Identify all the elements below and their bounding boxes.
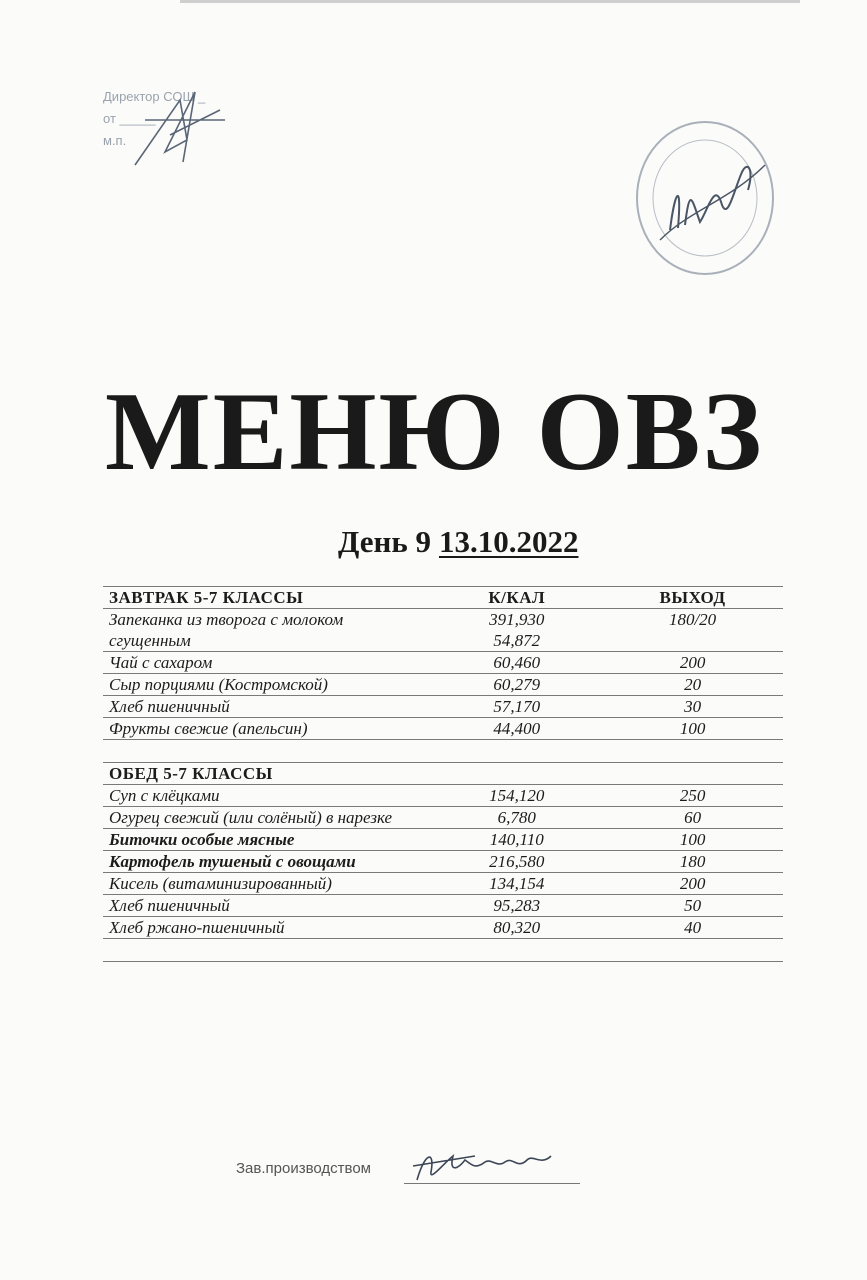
table-row bbox=[103, 609, 783, 652]
dish-name: Хлеб пшеничный bbox=[103, 696, 431, 718]
dish-name: Фрукты свежие (апельсин) bbox=[103, 718, 431, 740]
lunch-header: ОБЕД 5-7 КЛАССЫ bbox=[103, 763, 431, 785]
header-kcal: К/КАЛ bbox=[431, 587, 602, 609]
production-manager-signature bbox=[405, 1142, 575, 1187]
dish-name: Запеканка из творога с молоком сгущенным bbox=[103, 609, 431, 652]
table-row bbox=[103, 674, 783, 696]
table-row bbox=[103, 652, 783, 674]
dish-yield: 200 bbox=[602, 873, 783, 895]
dish-yield: 180/20 bbox=[602, 609, 783, 652]
dish-name: Картофель тушеный с овощами bbox=[103, 851, 431, 873]
dish-kcal: 6,780 bbox=[431, 807, 602, 829]
table-spacer-row bbox=[103, 740, 783, 763]
dish-name: Чай с сахаром bbox=[103, 652, 431, 674]
dish-name: Хлеб ржано-пшеничный bbox=[103, 917, 431, 939]
dish-kcal: 60,460 bbox=[431, 652, 602, 674]
header-yield: ВЫХОД bbox=[602, 587, 783, 609]
table-spacer-row bbox=[103, 939, 783, 962]
menu-date: 13.10.2022 bbox=[438, 524, 579, 559]
dish-yield: 250 bbox=[602, 785, 783, 807]
round-stamp bbox=[630, 110, 780, 280]
dish-kcal: 140,110 bbox=[431, 829, 602, 851]
lunch-header-row bbox=[103, 763, 783, 785]
dish-name: Кисель (витаминизированный) bbox=[103, 873, 431, 895]
dish-yield: 100 bbox=[602, 718, 783, 740]
table-row bbox=[103, 851, 783, 873]
dish-name: Сыр порциями (Костромской) bbox=[103, 674, 431, 696]
dish-kcal: 391,930 54,872 bbox=[431, 609, 602, 652]
dish-kcal: 80,320 bbox=[431, 917, 602, 939]
table-row bbox=[103, 873, 783, 895]
director-signature bbox=[125, 80, 235, 175]
dish-name: Биточки особые мясные bbox=[103, 829, 431, 851]
dish-kcal: 154,120 bbox=[431, 785, 602, 807]
dish-kcal: 95,283 bbox=[431, 895, 602, 917]
approval-line-date: от _____ bbox=[103, 111, 156, 126]
dish-yield: 20 bbox=[602, 674, 783, 696]
dish-yield: 60 bbox=[602, 807, 783, 829]
dish-kcal: 60,279 bbox=[431, 674, 602, 696]
approval-line-director: Директор СОШ _ bbox=[103, 89, 206, 104]
day-label: День 9 bbox=[338, 524, 431, 559]
table-row bbox=[103, 785, 783, 807]
dish-yield: 30 bbox=[602, 696, 783, 718]
dish-name: Огурец свежий (или солёный) в нарезке bbox=[103, 807, 431, 829]
page-title: МЕНЮ ОВЗ bbox=[105, 370, 764, 494]
dish-yield: 40 bbox=[602, 917, 783, 939]
dish-yield: 100 bbox=[602, 829, 783, 851]
table-row bbox=[103, 696, 783, 718]
table-row bbox=[103, 895, 783, 917]
day-heading bbox=[338, 524, 578, 560]
header-meal: ЗАВТРАК 5-7 КЛАССЫ bbox=[103, 587, 431, 609]
dish-name: Хлеб пшеничный bbox=[103, 895, 431, 917]
table-header-row bbox=[103, 587, 783, 609]
approval-line-seal: м.п. bbox=[103, 133, 127, 148]
table-row bbox=[103, 917, 783, 939]
dish-kcal: 216,580 bbox=[431, 851, 602, 873]
menu-table bbox=[103, 586, 783, 962]
dish-yield: 200 bbox=[602, 652, 783, 674]
dish-kcal: 134,154 bbox=[431, 873, 602, 895]
dish-kcal: 57,170 bbox=[431, 696, 602, 718]
dish-name: Суп с клёцками bbox=[103, 785, 431, 807]
table-row bbox=[103, 807, 783, 829]
dish-kcal: 44,400 bbox=[431, 718, 602, 740]
page-edge bbox=[180, 0, 800, 3]
footer-label: Зав.производством bbox=[236, 1160, 371, 1177]
dish-yield: 50 bbox=[602, 895, 783, 917]
table-row bbox=[103, 718, 783, 740]
table-row bbox=[103, 829, 783, 851]
dish-yield: 180 bbox=[602, 851, 783, 873]
